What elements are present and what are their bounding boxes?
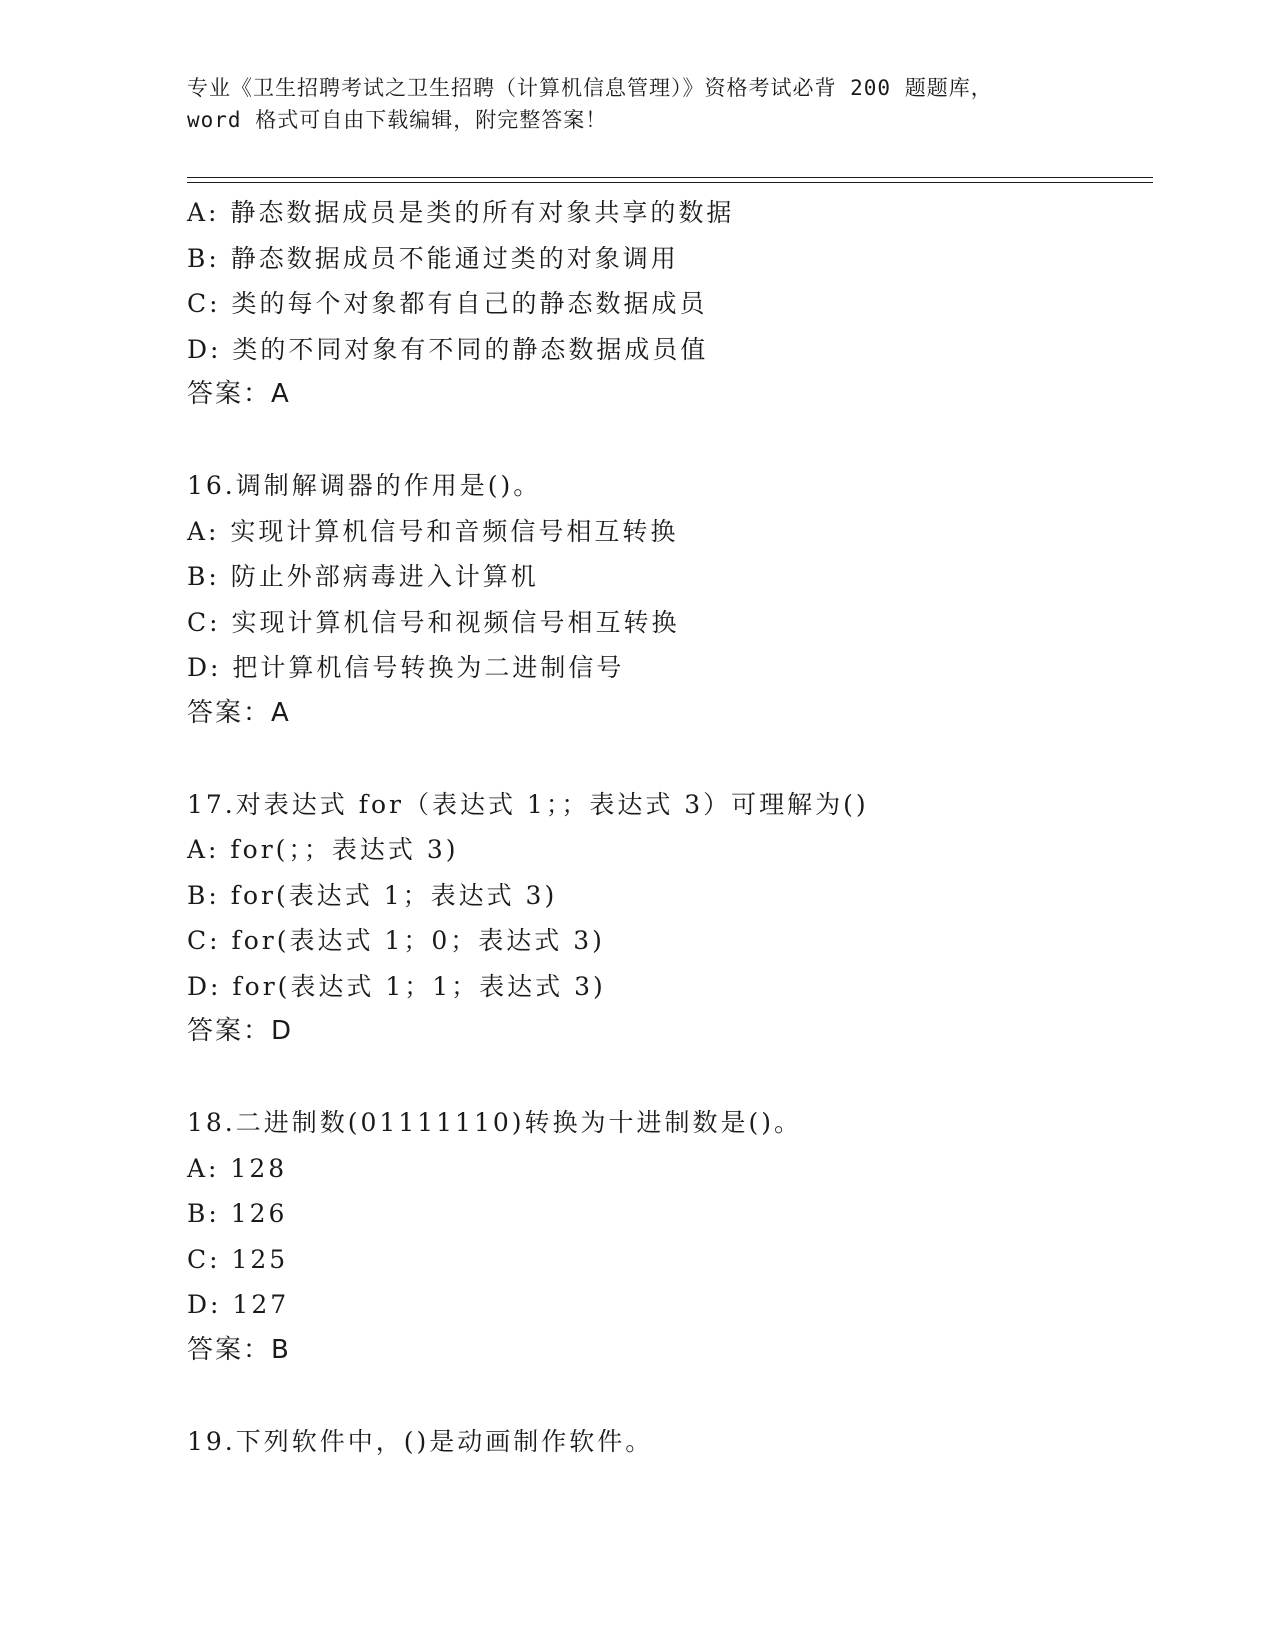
q16-option-a: A: 实现计算机信号和音频信号相互转换 [187,516,679,546]
q16-option-b: B: 防止外部病毒进入计算机 [187,562,539,591]
header-divider-bottom [187,182,1153,183]
q17-option-d: D: for(表达式 1；1；表达式 3) [187,971,606,1001]
q17-answer: 答案：D [187,1016,294,1046]
q16-option-d: D: 把计算机信号转换为二进制信号 [187,653,625,682]
q18-option-b: B: 126 [187,1199,288,1228]
q18-answer: 答案：B [187,1334,291,1365]
q16-option-c: C: 实现计算机信号和视频信号相互转换 [187,607,680,637]
q17-option-a: A: for(；；表达式 3) [187,835,459,864]
header-divider-top [187,177,1153,178]
q15-option-c: C: 类的每个对象都有自己的静态数据成员 [187,289,708,318]
question-list [187,190,1147,1464]
q15-option-b: B: 静态数据成员不能通过类的对象调用 [187,243,679,273]
q16-stem: 16.调制解调器的作用是()。 [187,471,542,500]
spacer [187,1055,1147,1101]
q18-option-c: C: 125 [187,1244,289,1274]
q17-stem: 17.对表达式 for（表达式 1；；表达式 3）可理解为() [187,789,869,819]
spacer [187,736,1147,782]
q18-option-d: D: 127 [187,1290,290,1319]
q18-option-a: A: 128 [187,1153,288,1183]
q18-stem: 18.二进制数(01111110)转换为十进制数是()。 [187,1108,803,1137]
q16-answer: 答案：A [187,697,291,728]
header-line-1: 专业《卫生招聘考试之卫生招聘（计算机信息管理）》资格考试必背 200 题题库， [187,76,993,100]
q15-option-a: A: 静态数据成员是类的所有对象共享的数据 [187,198,735,227]
spacer [187,418,1147,464]
q17-option-b: B: for(表达式 1；表达式 3) [187,880,558,910]
q15-option-d: D: 类的不同对象有不同的静态数据成员值 [187,334,709,364]
q17-option-c: C: for(表达式 1；0；表达式 3) [187,926,605,955]
q19-stem: 19.下列软件中，()是动画制作软件。 [187,1426,654,1456]
header-line-2: word 格式可自由下载编辑，附完整答案！ [187,108,608,132]
q15-answer: 答案：A [187,379,291,409]
spacer [187,1373,1147,1419]
document-header [187,72,1087,136]
